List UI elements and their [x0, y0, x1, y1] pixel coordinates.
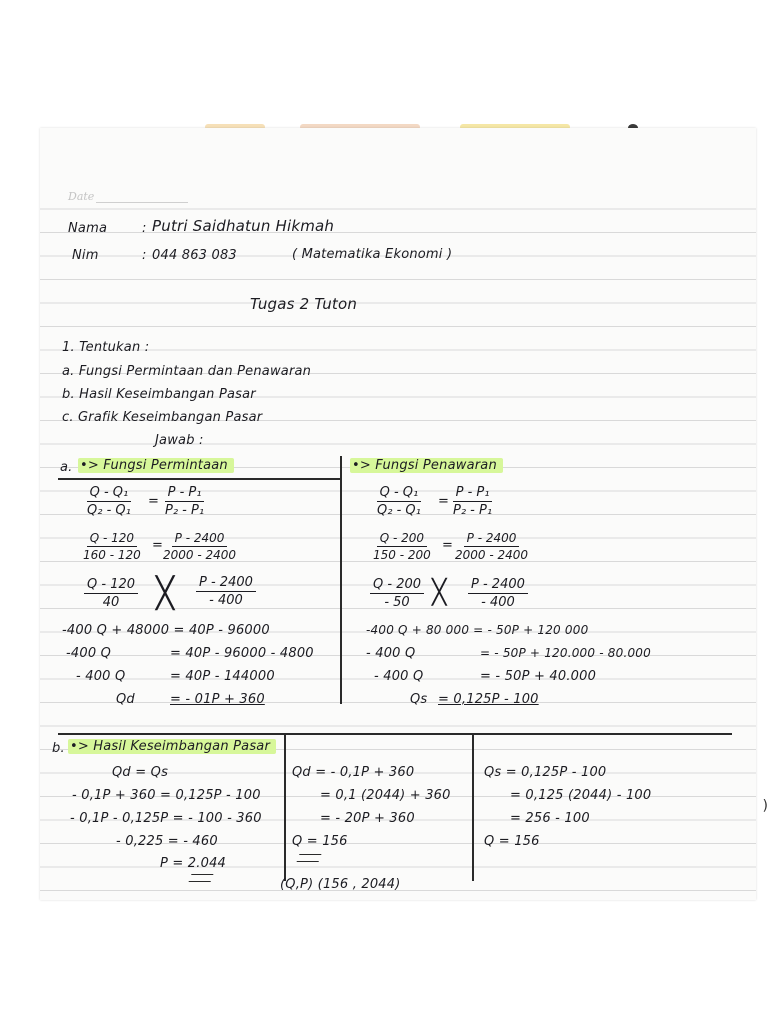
notebook-page [40, 128, 756, 900]
fraction-numerator: Q - Q₁ [377, 485, 422, 502]
nim-value: 044 863 083 [152, 248, 237, 263]
demand-step-1: -400 Q + 48000 = 40P - 96000 [62, 623, 270, 638]
supply-sub-left-fraction [370, 531, 434, 562]
fraction-numerator: P - 2400 [196, 575, 256, 592]
fraction-numerator: P - 2400 [464, 531, 520, 547]
supply-simplified-left-fraction [370, 577, 424, 610]
equilibrium-col1-line3: - 0,1P - 0,125P = - 100 - 360 [70, 811, 262, 826]
equilibrium-col3-line1: Qs = 0,125P - 100 [484, 765, 607, 780]
equilibrium-col2-line2: = 0,1 (2044) + 360 [320, 788, 451, 803]
double-underline [189, 874, 214, 882]
supply-general-right-fraction [450, 485, 495, 518]
supply-step-2-right: = - 50P + 120.000 - 80.000 [480, 646, 651, 660]
demand-heading: •> Fungsi Permintaan [78, 458, 234, 473]
supply-simplified-right-fraction [468, 577, 528, 610]
nim-label: Nim [72, 248, 99, 263]
equilibrium-col2-line1: Qd = - 0,1P + 360 [292, 765, 415, 780]
supply-sub-right-fraction [452, 531, 531, 562]
fraction-numerator: Q - Q₁ [87, 485, 132, 502]
demand-sub-right-fraction [160, 531, 239, 562]
supply-step-1: -400 Q + 80 000 = - 50P + 120 000 [366, 623, 589, 637]
nama-label: Nama [68, 221, 108, 236]
photo-background-top [0, 0, 768, 128]
equilibrium-heading: •> Hasil Keseimbangan Pasar [68, 739, 276, 754]
nim-separator: : [142, 248, 147, 263]
demand-general-left-fraction [84, 485, 134, 518]
fraction-denominator: 2000 - 2400 [163, 548, 237, 562]
fraction-numerator: Q - 120 [84, 577, 138, 594]
equals-sign: = [442, 538, 453, 553]
demand-simplified-right-fraction [196, 575, 256, 608]
double-underline [297, 854, 322, 862]
demand-general-right-fraction [162, 485, 207, 518]
date-line [96, 202, 188, 203]
page-edge-mark: ) [762, 798, 768, 814]
equals-sign: = [152, 538, 163, 553]
date-label: Date [68, 190, 95, 203]
cross-multiply-mark: ╳ [156, 576, 175, 611]
fraction-denominator: 2000 - 2400 [455, 548, 529, 562]
fraction-denominator: - 400 [481, 595, 515, 610]
supply-result-value: = 0,125P - 100 [438, 692, 539, 707]
fraction-numerator: Q - 120 [87, 531, 137, 547]
fraction-denominator: 40 [102, 595, 120, 610]
question-item-c: c. Grafik Keseimbangan Pasar [62, 410, 263, 425]
demand-simplified-left-fraction [84, 577, 138, 610]
fraction-numerator: Q - 200 [377, 531, 427, 547]
fraction-numerator: P - 2400 [468, 577, 528, 594]
fraction-denominator: 160 - 120 [83, 548, 141, 562]
demand-step-2-right: = 40P - 96000 - 4800 [170, 646, 314, 661]
fraction-numerator: P - P₁ [165, 485, 205, 502]
question-intro: 1. Tentukan : [62, 340, 150, 355]
supply-step-3-right: = - 50P + 40.000 [480, 669, 597, 684]
equilibrium-col2-line3: = - 20P + 360 [320, 811, 415, 826]
fraction-denominator: P₂ - P₁ [165, 503, 205, 518]
fraction-denominator: - 400 [209, 593, 243, 608]
fraction-numerator: Q - 200 [370, 577, 424, 594]
equilibrium-col1-line2: - 0,1P + 360 = 0,125P - 100 [72, 788, 261, 803]
part-b-divider-1 [284, 733, 286, 881]
equilibrium-col2-result: Q = 156 [292, 834, 348, 849]
part-a-prefix: a. [60, 460, 73, 475]
answer-label: Jawab : [155, 433, 204, 448]
fraction-denominator: P₂ - P₁ [453, 503, 493, 518]
demand-step-3-left: - 400 Q [76, 669, 126, 684]
page-top-margin [40, 128, 756, 186]
page-title: Tugas 2 Tuton [250, 295, 358, 313]
equilibrium-col1-line4: - 0,225 = - 460 [116, 834, 218, 849]
supply-result-label: Qs [410, 692, 428, 707]
supply-general-left-fraction [374, 485, 424, 518]
program-label: ( Matematika Ekonomi ) [292, 247, 453, 262]
fraction-denominator: Q₂ - Q₁ [87, 503, 131, 518]
demand-result-value: = - 01P + 360 [170, 692, 265, 707]
equilibrium-point: (Q,P) (156 , 2044) [280, 877, 401, 892]
equilibrium-col3-result: Q = 156 [484, 834, 540, 849]
demand-sub-left-fraction [80, 531, 144, 562]
part-a-vertical-divider [340, 456, 342, 704]
equilibrium-col3-line3: = 256 - 100 [510, 811, 590, 826]
cross-multiply-mark: ╳ [432, 578, 447, 606]
supply-step-2-left: - 400 Q [366, 646, 416, 661]
nama-value: Putri Saidhatun Hikmah [152, 217, 335, 235]
fraction-denominator: 150 - 200 [373, 548, 431, 562]
part-b-prefix: b. [52, 741, 65, 756]
part-a-top-divider [58, 478, 340, 480]
demand-step-2-left: -400 Q [66, 646, 112, 661]
equilibrium-col1-line1: Qd = Qs [112, 765, 169, 780]
question-item-b: b. Hasil Keseimbangan Pasar [62, 387, 256, 402]
equilibrium-col3-line2: = 0,125 (2044) - 100 [510, 788, 652, 803]
demand-step-3-right: = 40P - 144000 [170, 669, 275, 684]
nama-separator: : [142, 221, 147, 236]
fraction-numerator: P - 2400 [172, 531, 228, 547]
fraction-numerator: P - P₁ [453, 485, 493, 502]
supply-heading: •> Fungsi Penawaran [350, 458, 503, 473]
demand-result-label: Qd [116, 692, 135, 707]
part-b-divider-2 [472, 733, 474, 881]
part-b-top-divider [58, 733, 732, 735]
equilibrium-price-result: P = 2.044 [160, 856, 227, 871]
supply-step-3-left: - 400 Q [374, 669, 424, 684]
question-item-a: a. Fungsi Permintaan dan Penawaran [62, 364, 312, 379]
fraction-denominator: - 50 [384, 595, 410, 610]
fraction-denominator: Q₂ - Q₁ [377, 503, 421, 518]
equals-sign: = [148, 494, 159, 509]
equals-sign: = [438, 494, 449, 509]
